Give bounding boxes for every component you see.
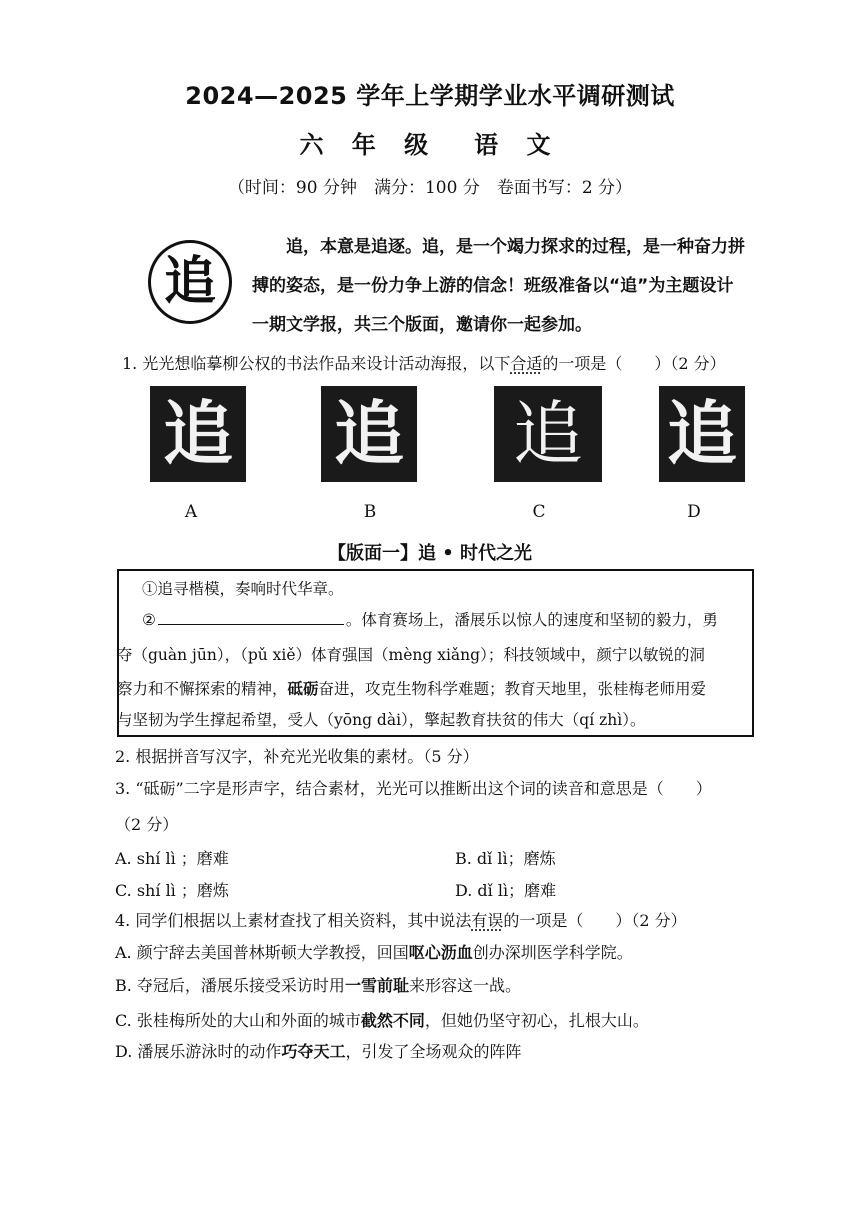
option-label-d: D bbox=[687, 502, 701, 522]
q4-b-after: 来形容这一战。 bbox=[408, 976, 521, 995]
q1-text-before: 1. 光光想临摹柳公权的书法作品来设计活动海报，以下 bbox=[122, 354, 511, 373]
calligraphy-option-d: 追 bbox=[659, 386, 745, 482]
grade-subject bbox=[0, 125, 860, 160]
question-3-score: （2 分） bbox=[115, 815, 179, 834]
q4-d-emph: 巧夺天工 bbox=[281, 1042, 346, 1061]
box-line-4-a: 察力和不懈探索的精神， bbox=[117, 680, 288, 698]
intro-paragraph bbox=[252, 228, 752, 345]
q3-option-d: D. dǐ lì；磨难 bbox=[455, 881, 557, 900]
box-line-3: 夺（guàn jūn），（pǔ xiě）体育强国（mèng xiǎng）；科技领域中，颜宁以敏锐的洞 bbox=[117, 646, 705, 664]
q4-option-a bbox=[115, 942, 633, 964]
q4-d-before: D. 潘展乐游泳时的动作 bbox=[115, 1042, 282, 1061]
box-line-2 bbox=[142, 610, 718, 630]
fill-in-blank[interactable] bbox=[158, 610, 344, 625]
box-line-1: ①追寻楷模，奏响时代华章。 bbox=[142, 580, 344, 598]
question-4 bbox=[115, 910, 687, 932]
box-line-2-suffix: 。体育赛场上，潘展乐以惊人的速度和坚韧的毅力，勇 bbox=[345, 611, 718, 629]
box-line-4 bbox=[117, 679, 706, 699]
box-line-2-prefix: ② bbox=[142, 611, 156, 629]
section-1-title: 【版面一】追 • 时代之光 bbox=[327, 543, 533, 564]
q3-option-b: B. dǐ lì；磨炼 bbox=[455, 849, 556, 868]
grade-label: 六 年 级 bbox=[299, 131, 439, 159]
q4-c-emph: 截然不同 bbox=[360, 1011, 425, 1030]
q4-option-b bbox=[115, 975, 521, 997]
q4-text-after: 的一项是（ ）（2 分） bbox=[503, 911, 687, 930]
q4-option-c bbox=[115, 1010, 649, 1032]
q4-c-after: ，但她仍坚守初心，扎根大山。 bbox=[424, 1011, 649, 1030]
option-label-b: B bbox=[363, 502, 377, 522]
q3-option-c: C. shí lì ；磨炼 bbox=[115, 881, 229, 900]
question-2: 2. 根据拼音写汉字，补充光光收集的素材。（5 分） bbox=[115, 747, 479, 766]
q4-emphasis: 有误 bbox=[471, 911, 504, 930]
q4-a-emph: 呕心沥血 bbox=[408, 943, 473, 962]
box-line-5: 与坚韧为学生撑起希望，受人（yōng dài），擎起教育扶贫的伟大（qí zhì）。 bbox=[117, 711, 646, 729]
exam-title: 2024—2025 学年上学期学业水平调研测试 bbox=[185, 82, 675, 110]
q4-a-after: 创办深圳医学科学院。 bbox=[472, 943, 633, 962]
box-line-4-c: 奋进，攻克生物科学难题；教育天地里，张桂梅老师用爱 bbox=[318, 680, 707, 698]
exam-meta: （时间：90 分钟 满分：100 分 卷面书写：2 分） bbox=[227, 178, 633, 198]
subject-label: 语 文 bbox=[474, 131, 561, 159]
option-label-c: C bbox=[532, 502, 546, 522]
calligraphy-option-a: 追 bbox=[150, 386, 246, 482]
question-3: 3. “砥砺”二字是形声字，结合素材，光光可以推断出这个词的读音和意思是（ ） bbox=[115, 779, 712, 798]
calligraphy-option-b: 追 bbox=[321, 386, 417, 482]
q4-c-before: C. 张桂梅所处的大山和外面的城市 bbox=[115, 1011, 361, 1030]
q4-b-before: B. 夺冠后，潘展乐接受采访时用 bbox=[115, 976, 345, 995]
q3-option-a: A. shí lì ；磨难 bbox=[115, 849, 229, 868]
box-line-4-emph: 砥砺 bbox=[287, 679, 319, 698]
q1-emphasis: 合适 bbox=[510, 354, 543, 373]
option-label-a: A bbox=[184, 502, 198, 522]
q4-text-before: 4. 同学们根据以上素材查找了相关资料，其中说法 bbox=[115, 911, 472, 930]
intro-line-2: 搏的姿态，是一份力争上游的信念！班级准备以“追”为主题设计 bbox=[252, 276, 734, 296]
q1-text-after: 的一项是（ ）（2 分） bbox=[542, 354, 726, 373]
intro-line-3: 一期文学报，共三个版面，邀请你一起参加。 bbox=[252, 315, 592, 335]
q4-option-d bbox=[115, 1041, 521, 1063]
q4-a-before: A. 颜宁辞去美国普林斯顿大学教授，回国 bbox=[115, 943, 409, 962]
intro-line-1: 追，本意是追逐。追，是一个竭力探求的过程，是一种奋力拼 bbox=[286, 237, 745, 257]
q4-d-after: ，引发了全场观众的阵阵 bbox=[345, 1042, 522, 1061]
seal-char-circle: 追 bbox=[148, 240, 232, 324]
question-1 bbox=[122, 353, 726, 375]
calligraphy-option-c: 追 bbox=[494, 386, 602, 482]
q4-b-emph: 一雪前耻 bbox=[344, 976, 409, 995]
